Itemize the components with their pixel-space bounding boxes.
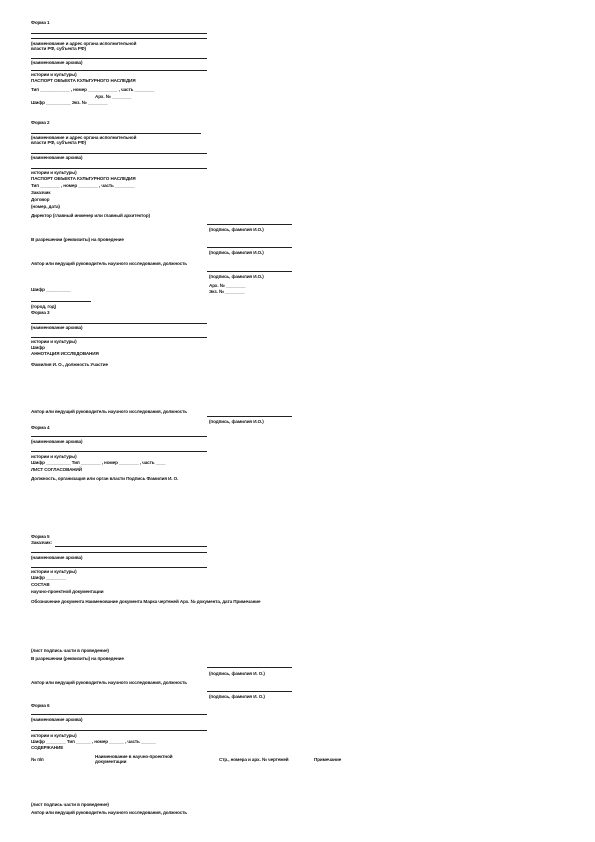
form-2-name-hint: (наименование и адрес органа исполнительной — [31, 135, 137, 140]
form-3-sub-hint: истории и культуры) — [31, 339, 77, 344]
form-1-row-1: Тип ____________ , номер ____________ , часть ________ — [31, 87, 155, 92]
form-1-line — [31, 70, 207, 71]
form-1-name-hint: (наименование и адрес органа исполнительной — [31, 41, 137, 46]
form-4-label: Форма 4 — [31, 425, 50, 430]
form-2-signature-hint-2: (подпись, фамилия И.О.) — [209, 250, 264, 255]
form-2-row-1: Тип ________ , номер ________ , часть ________ — [31, 183, 135, 188]
form-3-title: АННОТАЦИЯ ИССЛЕДОВАНИЯ — [31, 351, 99, 356]
form-5-signature-hint-2: (подпись, фамилия И. О.) — [209, 694, 265, 699]
form-2-archive-hint: (наименование архива) — [31, 155, 83, 160]
form-3-row: Фамилия И. О., должность Участие — [31, 362, 108, 367]
form-1-line — [31, 33, 207, 34]
form-2-archive-number: Арх. № ________ — [209, 283, 246, 288]
form-5-sub-hint: истории и культуры) — [31, 569, 77, 574]
form-5-title: СОСТАВ — [31, 582, 50, 587]
form-1-label: Форма 1 — [31, 20, 50, 25]
form-5-line — [55, 546, 207, 547]
form-2-sub-hint: истории и культуры) — [31, 170, 77, 175]
form-5-signature-hint-1: (подпись, фамилия И. О.) — [209, 671, 265, 676]
form-2-row-3: Договор — [31, 197, 50, 202]
form-1-sub-hint: истории и культуры) — [31, 72, 77, 77]
form-4-row-1: Шифр __________ Тип ________ , номер ________ , часть ____ — [31, 460, 166, 465]
form-3-label: Форма 3 — [31, 310, 50, 315]
form-5-columns: Обозначение документа Наименование документа Марка чертежей Арх. № документа, дата Примечание — [31, 599, 261, 604]
form-2-signature-line — [207, 224, 292, 225]
form-5-archive-hint: (наименование архива) — [31, 555, 83, 560]
form-6-column-note: Примечание — [314, 757, 342, 762]
form-6-column-name-2: документации — [95, 759, 127, 764]
form-2-line — [31, 301, 91, 302]
form-2-line — [31, 133, 201, 134]
form-2-line — [31, 153, 207, 154]
form-1-row-3: Шифр __________ Экз. № ________ — [31, 100, 108, 105]
form-3-line — [31, 337, 207, 338]
form-5-customer: Заказчик: — [31, 540, 52, 545]
form-6-label: Форма 6 — [31, 703, 50, 708]
form-2-signature-hint-1: (подпись, фамилия И.О.) — [209, 227, 264, 232]
form-2-row-4: (номер, дата) — [31, 204, 60, 209]
form-2-label: Форма 2 — [31, 120, 50, 125]
form-2-permit: В разрешении (реквизиты) на проведение — [31, 237, 124, 242]
form-3-line — [31, 323, 207, 324]
form-2-director: Директор (главный инженер или главный архитектор) — [31, 213, 150, 218]
form-2-row-2: Заказчик — [31, 190, 51, 195]
form-1-row-2: Арх. № ________ — [95, 94, 132, 99]
form-2-signature-line — [207, 247, 292, 248]
form-3-signature-hint: (подпись, фамилия И.О.) — [209, 419, 264, 424]
form-1-line — [31, 58, 207, 59]
form-4-sub-hint: истории и культуры) — [31, 454, 77, 459]
form-6-title: СОДЕРЖАНИЕ — [31, 745, 64, 750]
form-6-sub-hint: истории и культуры) — [31, 733, 77, 738]
form-4-line — [31, 436, 207, 437]
form-5-signature-line — [207, 691, 292, 692]
form-4-title: ЛИСТ СОГЛАСОВАНИЙ — [31, 467, 82, 472]
form-4-archive-hint: (наименование архива) — [31, 439, 83, 444]
form-5-signature-line — [207, 667, 292, 668]
form-3-cipher: Шифр — [31, 345, 45, 350]
form-2-copy-number: Экз. № ________ — [209, 289, 245, 294]
form-6-stamp: (лист подпись части в проведение) — [31, 802, 109, 807]
form-4-columns: Должность, организация или орган власти Подпись Фамилия И. О. — [31, 476, 179, 481]
form-3-signature-line — [207, 416, 292, 417]
form-6-line — [31, 730, 207, 731]
form-2-signature-line — [207, 271, 292, 272]
form-5-permit: В разрешении (реквизиты) на проведение — [31, 656, 124, 661]
form-5-label: Форма 5 — [31, 534, 50, 539]
form-3-archive-hint: (наименование архива) — [31, 325, 83, 330]
form-4-line — [31, 451, 207, 452]
form-2-cipher: Шифр __________ — [31, 287, 71, 292]
form-5-line — [31, 567, 207, 568]
form-5-author: Автор или ведущий руководитель научного исследования, должность — [31, 680, 187, 685]
form-1-name-hint-2: власти РФ, субъекта РФ) — [31, 46, 86, 51]
form-2-title: ПАСПОРТ ОБЪЕКТА КУЛЬТУРНОГО НАСЛЕДИЯ — [31, 176, 136, 181]
form-6-author: Автор или ведущий руководитель научного исследования, должность — [31, 810, 187, 815]
form-5-stamp: (лист подпись части в проведение) — [31, 648, 109, 653]
form-2-author: Автор или ведущий руководитель научного исследования, должность — [31, 261, 187, 266]
form-5-subtitle: научно-проектной документации — [31, 589, 104, 594]
form-6-column-pages: Стр., номера и арх. № чертежей — [219, 757, 289, 762]
form-6-line — [31, 714, 207, 715]
form-1-archive-hint: (наименование архива) — [31, 60, 83, 65]
form-2-name-hint-2: власти РФ, субъекта РФ) — [31, 140, 86, 145]
form-2-line — [31, 168, 207, 169]
form-1-line — [31, 38, 207, 39]
form-6-archive-hint: (наименование архива) — [31, 717, 83, 722]
form-2-city-year: (город, год) — [31, 304, 57, 309]
form-6-row-1: Шифр ________ Тип ______ , номер ______ , часть ______ — [31, 739, 156, 744]
form-6-column-name: Наименование в научно-проектной — [95, 754, 173, 759]
form-5-line — [31, 552, 207, 553]
form-2-signature-hint-3: (подпись, фамилия И.О.) — [209, 274, 264, 279]
form-6-column-number: № п/п — [31, 757, 44, 762]
form-5-cipher: Шифр ________ — [31, 575, 66, 580]
form-3-author: Автор или ведущий руководитель научного исследования, должность — [31, 409, 187, 414]
form-1-title: ПАСПОРТ ОБЪЕКТА КУЛЬТУРНОГО НАСЛЕДИЯ — [31, 78, 136, 83]
